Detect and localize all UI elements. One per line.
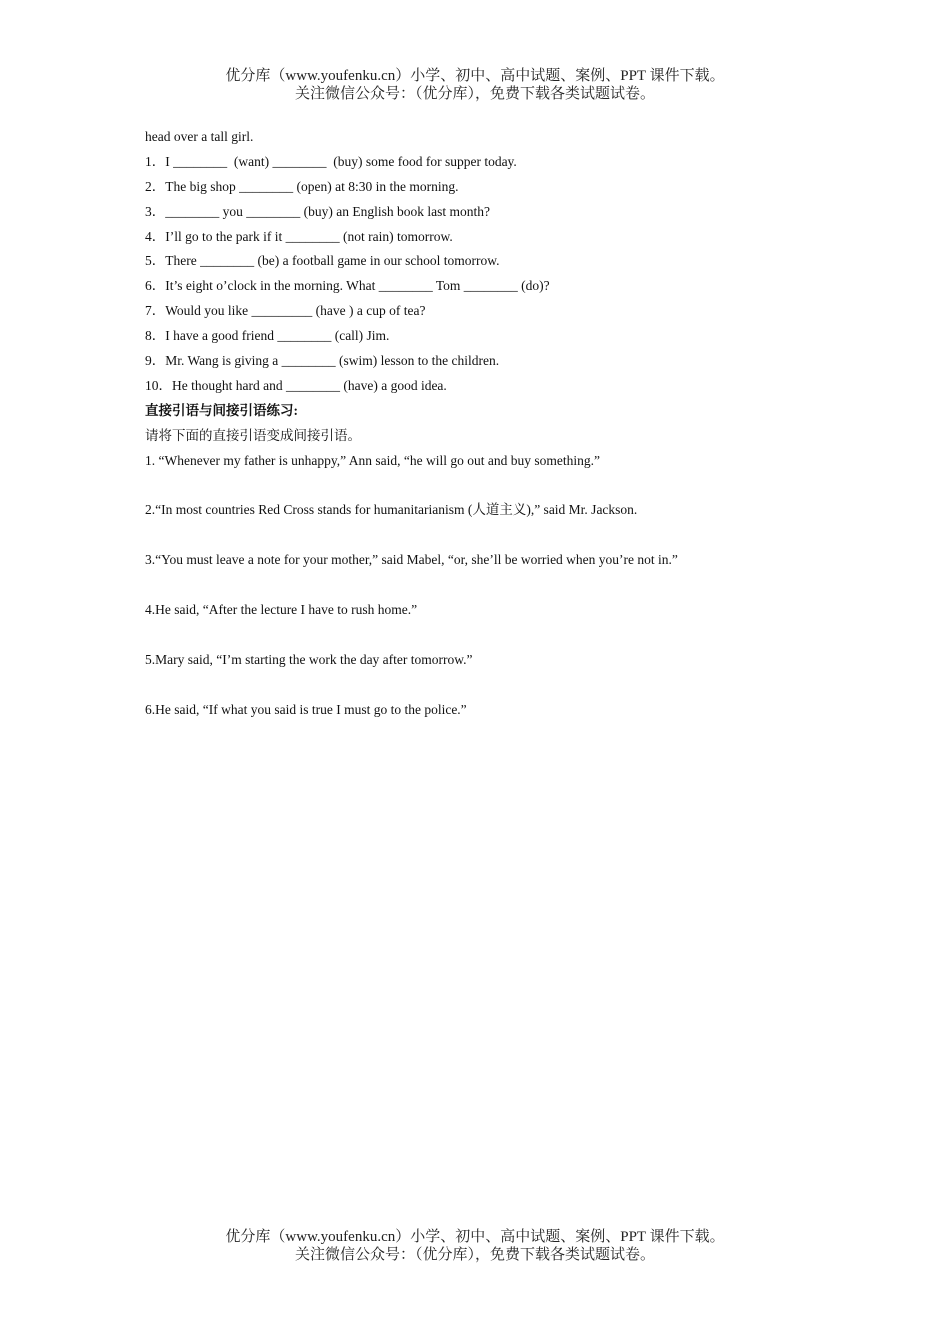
page-footer (0, 1228, 950, 1264)
exercise-item: 2．The big shop ________ (open) at 8:30 in the morning. (145, 178, 459, 194)
quote-item: 4.He said, “After the lecture I have to rush home.” (145, 602, 418, 618)
exercise-item: 7．Would you like _________ (have ) a cup of tea? (145, 303, 426, 319)
document-body (145, 128, 845, 726)
page-header (0, 67, 950, 103)
quote-item: 1. “Whenever my father is unhappy,” Ann said, “he will go out and buy something.” (145, 452, 601, 468)
quote-item: 2.“In most countries Red Cross stands for humanitarianism (人道主义),” said Mr. Jackson. (145, 502, 638, 518)
exercise-item: 3．________ you ________ (buy) an English book last month? (145, 203, 490, 219)
exercise-item: 9．Mr. Wang is giving a ________ (swim) lesson to the children. (145, 353, 500, 369)
exercise-item: 6．It’s eight o’clock in the morning. What ________ Tom ________ (do)? (145, 278, 550, 294)
section-title: 直接引语与间接引语练习: (145, 402, 298, 418)
footer-line-2: 关注微信公众号：（优分库），免费下载各类试题试卷。 (294, 1247, 655, 1263)
exercise-item: 1．I ________ (want) ________ (buy) some food for supper today. (145, 153, 517, 169)
exercise-item: 8．I have a good friend ________ (call) Jim. (145, 328, 390, 344)
footer-line-1: 优分库（www.youfenku.cn）小学、初中、高中试题、案例、PPT 课件下载。 (225, 1229, 725, 1245)
instruction-text: 请将下面的直接引语变成间接引语。 (145, 427, 361, 443)
quote-item: 6.He said, “If what you said is true I must go to the police.” (145, 702, 467, 718)
exercise-item: 5．There ________ (be) a football game in our school tomorrow. (145, 253, 500, 269)
exercise-item: 10．He thought hard and ________ (have) a good idea. (145, 377, 447, 393)
quote-item: 5.Mary said, “I’m starting the work the day after tomorrow.” (145, 652, 473, 668)
header-line-2: 关注微信公众号：（优分库），免费下载各类试题试卷。 (294, 86, 655, 102)
quote-item: 3.“You must leave a note for your mother,” said Mabel, “or, she’ll be worried when you’re not in.” (145, 552, 678, 568)
intro-text: head over a tall girl. (145, 129, 254, 144)
exercise-item: 4．I’ll go to the park if it ________ (not rain) tomorrow. (145, 228, 453, 244)
header-line-1: 优分库（www.youfenku.cn）小学、初中、高中试题、案例、PPT 课件下载。 (225, 68, 725, 84)
